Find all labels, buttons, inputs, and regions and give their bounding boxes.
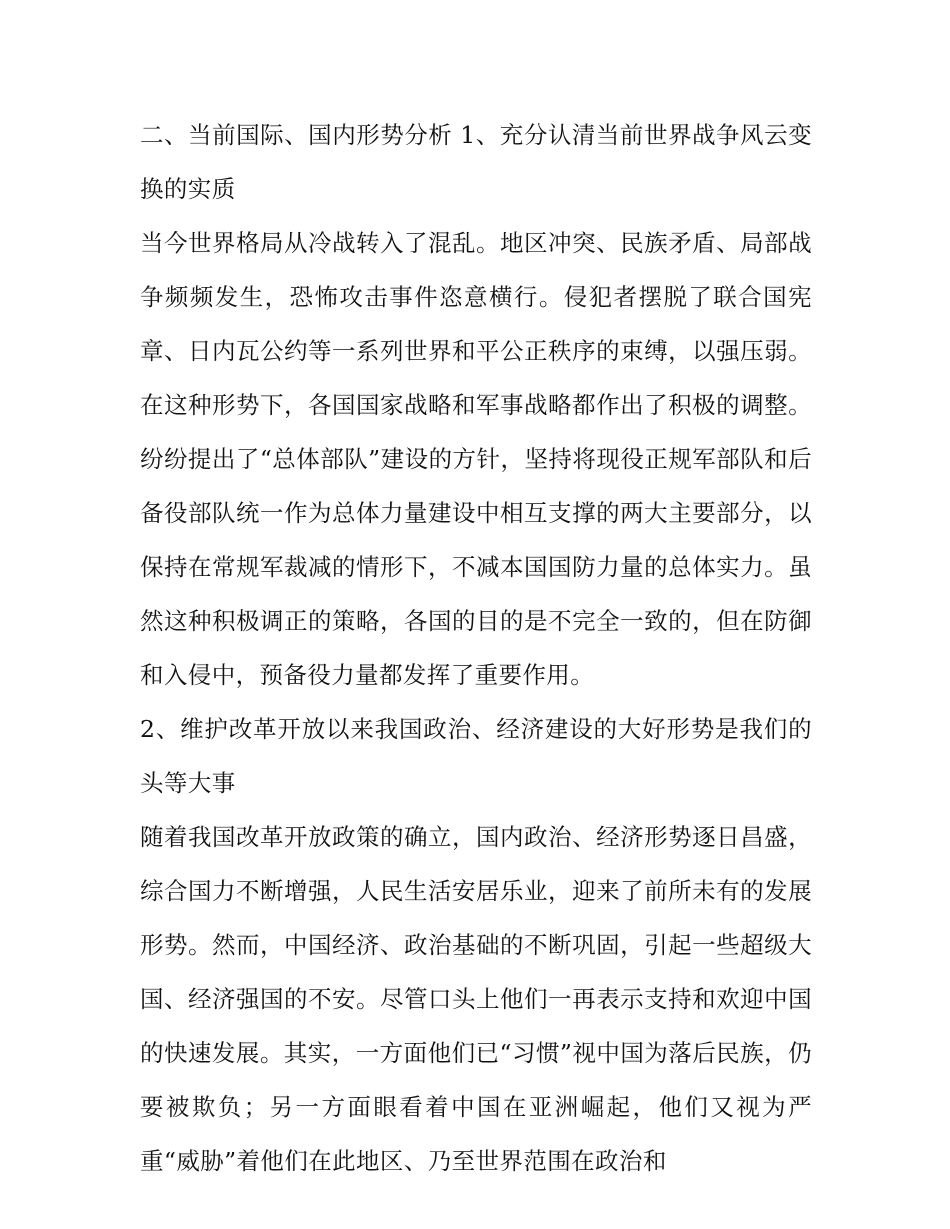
section-heading-paragraph: 2、维护改革开放以来我国政治、经济建设的大好形势是我们的头等大事	[140, 715, 812, 797]
document-body	[140, 108, 812, 1188]
section-heading-paragraph: 二、当前国际、国内形势分析 1、充分认清当前世界战争风云变换的实质	[140, 121, 812, 203]
body-paragraph: 当今世界格局从冷战转入了混乱。地区冲突、民族矛盾、局部战争频频发生，恐怖攻击事件恣意横行。侵犯者摆脱了联合国宪章、日内瓦公约等一系列世界和平公正秩序的束缚，以强压弱。在这种形势下，各国国家战略和军事战略都作出了积极的调整。纷纷提出了“总体部队”建设的方针，坚持将现役正规军部队和后备役部队统一作为总体力量建设中相互支撑的两大主要部分，以保持在常规军裁减的情形下，不减本国国防力量的总体实力。虽然这种积极调正的策略，各国的目的是不完全一致的，但在防御和入侵中，预备役力量都发挥了重要作用。	[140, 229, 812, 689]
body-paragraph: 随着我国改革开放政策的确立，国内政治、经济形势逐日昌盛，综合国力不断增强，人民生活安居乐业，迎来了前所未有的发展形势。然而，中国经济、政治基础的不断巩固，引起一些超级大国、经济强国的不安。尽管口头上他们一再表示支持和欢迎中国的快速发展。其实，一方面他们已“习惯”视中国为落后民族，仍要被欺负；另一方面眼看着中国在亚洲崛起，他们又视为严重“威胁”着他们在此地区、乃至世界范围在政治和	[140, 823, 812, 1175]
